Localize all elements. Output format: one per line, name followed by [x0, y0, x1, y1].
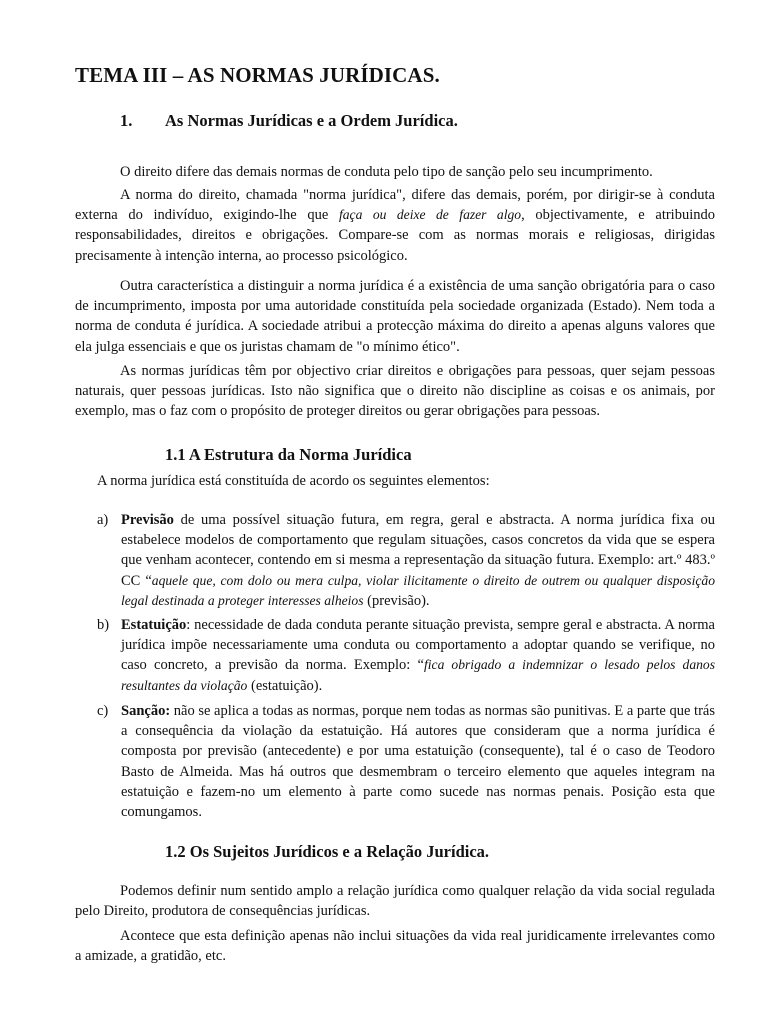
subsection-heading-1-1: 1.1 A Estrutura da Norma Jurídica [165, 445, 412, 464]
list-italic-quote: aquele que, com dolo ou mera culpa, violar ilicitamente o direito de outrem ou qualquer disposição legal destinada a proteger interesses alheios [121, 572, 715, 608]
paragraph-2-italic: faça ou deixe de fazer algo [338, 207, 522, 223]
list-item-sancao [97, 701, 715, 822]
section-number: 1. [120, 111, 133, 130]
paragraph-3: Outra característica a distinguir a norma jurídica é a existência de uma sanção obrigatória para o caso de incumprimento, imposta por uma autoridade constituída pela sociedade organizada (Estado). Nem toda a norma de conduta é jurídica. A sociedade atribui a protecção máxima do direito a apenas alguns valores que ela julga essenciais e que os juristas chamam de "o mínimo ético". [75, 278, 715, 355]
list-term: Estatuição [121, 617, 187, 633]
document-title: TEMA III – AS NORMAS JURÍDICAS. [75, 63, 440, 87]
paragraph-2 [75, 185, 715, 266]
list-term: Previsão [121, 512, 174, 528]
subsection-intro: A norma jurídica está constituída de acordo os seguintes elementos: [97, 473, 490, 489]
section-title: As Normas Jurídicas e a Ordem Jurídica. [165, 111, 458, 130]
paragraph-6: Acontece que esta definição apenas não inclui situações da vida real juridicamente irrelevantes como a amizade, a gratidão, etc. [75, 928, 715, 965]
paragraph-2-text-a: A norma do direito, chamada "norma jurídica", difere das demais, porém, por dirigir-se à conduta externa do indivíduo, exigindo-lhe que [75, 187, 715, 224]
list-marker: a) [97, 512, 109, 528]
list-item-previsao [97, 510, 715, 611]
subsection-heading-1-2: 1.2 Os Sujeitos Jurídicos e a Relação Jurídica. [165, 842, 490, 861]
list-text-end: (previsão). [363, 592, 430, 609]
list-text: : necessidade de dada conduta perante situação prevista, sempre geral e abstracta. A norma jurídica impõe necessariamente uma conduta ou comportamento a adoptar quando se verifique, no caso concreto, a previsão da norma. Exemplo: “ [121, 617, 715, 674]
list-text: não se aplica a todas as normas, porque nem todas as normas são punitivas. E a parte que trás a consequência da violação da estatuição. Há autores que consideram que a norma jurídica é composta por previsão (antecedente) e por uma estatuição (consequente), tal é o caso de Teodoro Basto de Almeida. Mas há outros que desmembram o terceiro elemento que aqueles integram na estatuição e fazem-no um elemento à parte como sucede nas normas penais. Posição esta que comungamos. [121, 703, 715, 821]
paragraph-5: Podemos definir num sentido amplo a relação jurídica como qualquer relação da vida social regulada pelo Direito, produtora de consequências jurídicas. [75, 883, 715, 920]
list-marker: b) [97, 617, 110, 633]
list-item-estatuicao [97, 615, 715, 696]
list-text: de uma possível situação futura, em regra, geral e abstracta. A norma jurídica fixa ou estabelece modelos de comportamento que regulam situações, casos concretos da vida que se espera que venham acontecer, contendo em si mesma a representação da situação futura. Exemplo: art.º 483.º CC “ [121, 512, 715, 589]
list-italic-quote: fica obrigado a indemnizar o lesado pelos danos resultantes da violação [121, 657, 716, 693]
paragraph-2-text-b: , objectivamente, e atribuindo responsabilidades, direitos e obrigações. Compare-se com as normas morais e religiosas, dirigidas precisamente à intenção interna, ao processo psicológico. [75, 207, 715, 264]
paragraph-1: O direito difere das demais normas de conduta pelo tipo de sanção pelo seu incumprimento. [120, 164, 653, 180]
list-term: Sanção: [121, 703, 171, 719]
paragraph-4: As normas jurídicas têm por objectivo criar direitos e obrigações para pessoas, quer sejam pessoas naturais, quer pessoas jurídicas. Isto não significa que o direito não discipline as coisas e os animais, por exemplo, mas o faz com o propósito de proteger direitos ou gerar obrigações para pessoas. [75, 363, 715, 420]
list-text-end: (estatuição). [247, 677, 323, 694]
list-marker: c) [97, 703, 109, 719]
section-heading [120, 111, 458, 131]
